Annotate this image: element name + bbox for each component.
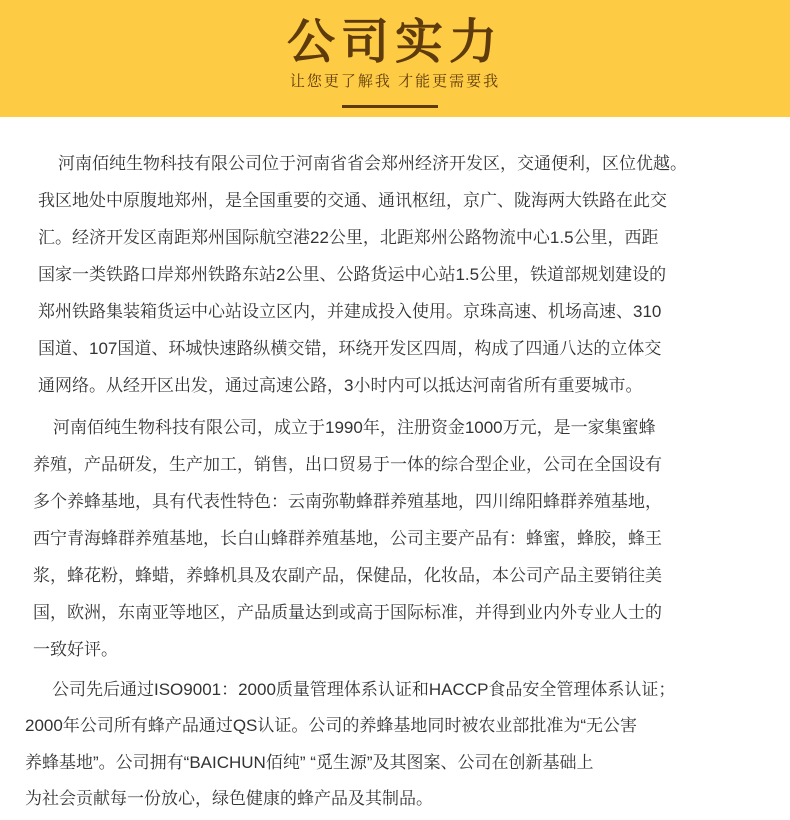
text-line: 我区地处中原腹地郑州，是全国重要的交通、通讯枢纽，京广、陇海两大铁路在此交 — [38, 191, 667, 210]
title-divider — [342, 105, 438, 108]
text-line: 多个养蜂基地，具有代表性特色：云南弥勒蜂群养殖基地，四川绵阳蜂群养殖基地， — [33, 492, 662, 511]
page-title: 公司实力 — [286, 16, 503, 69]
text-line: 国道、107国道、环城快速路纵横交错，环绕开发区四周，构成了四通八达的立体交 — [38, 339, 662, 358]
header-banner — [0, 0, 790, 117]
text-line: 为社会贡献每一份放心，绿色健康的蜂产品及其制品。 — [25, 789, 433, 808]
text-line: 一致好评。 — [33, 640, 118, 659]
text-line: 西宁青海蜂群养殖基地，长白山蜂群养殖基地，公司主要产品有：蜂蜜，蜂胶，蜂王 — [33, 529, 662, 548]
page-subtitle: 让您更了解我 才能更需要我 — [289, 73, 501, 90]
text-line: 通网络。从经开区出发，通过高速公路，3小时内可以抵达河南省所有重要城市。 — [38, 376, 643, 395]
text-line: 国家一类铁路口岸郑州铁路东站2公里、公路货运中心站1.5公里，铁道部规划建设的 — [38, 265, 667, 284]
text-line: 公司先后通过ISO9001：2000质量管理体系认证和HACCP食品安全管理体系认证； — [52, 680, 676, 699]
text-line: 2000年公司所有蜂产品通过QS认证。公司的养蜂基地同时被农业部批准为“无公害 — [25, 716, 638, 735]
text-line: 汇。经济开发区南距郑州国际航空港22公里，北距郑州公路物流中心1.5公里，西距 — [38, 228, 659, 247]
text-line: 河南佰纯生物科技有限公司位于河南省省会郑州经济开发区，交通便利，区位优越。 — [58, 154, 687, 173]
text-line: 养殖，产品研发，生产加工，销售，出口贸易于一体的综合型企业，公司在全国设有 — [33, 455, 662, 474]
text-line: 养蜂基地”。公司拥有“BAICHUN佰纯” “觅生源”及其图案、公司在创新基础上 — [25, 753, 594, 772]
text-line: 浆，蜂花粉，蜂蜡，养蜂机具及农副产品，保健品，化妆品，本公司产品主要销往美 — [33, 566, 662, 585]
text-line: 国，欧洲，东南亚等地区，产品质量达到或高于国际标准，并得到业内外专业人士的 — [33, 603, 662, 622]
text-line: 郑州铁路集装箱货运中心站设立区内，并建成投入使用。京珠高速、机场高速、310 — [38, 302, 662, 321]
text-line: 河南佰纯生物科技有限公司，成立于1990年，注册资金1000万元，是一家集蜜蜂 — [53, 418, 656, 437]
